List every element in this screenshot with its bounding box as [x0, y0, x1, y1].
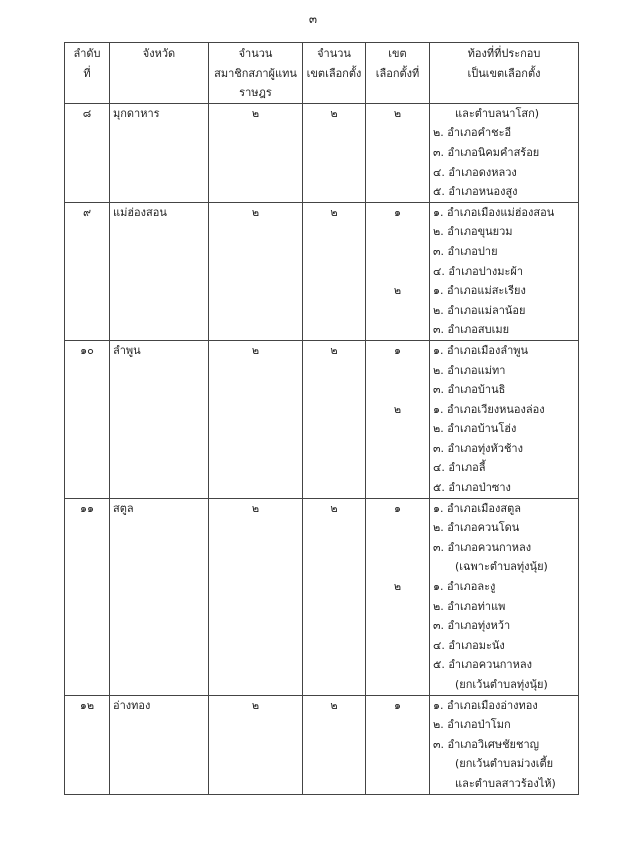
district-line: ๒. อำเภอท่าแพ	[433, 599, 506, 613]
table-row	[65, 103, 579, 202]
district-line: ๕. อำเภอควนกาหลง	[433, 658, 532, 672]
district-line: ๑. อำเภอเมืองอ่างทอง	[433, 698, 538, 712]
district-line: ๔. อำเภอลี้	[433, 461, 486, 475]
district-list	[430, 695, 579, 794]
district-line: ๓. อำเภอนิคมคำสร้อย	[433, 145, 540, 159]
province-name	[110, 103, 209, 202]
member-count	[209, 103, 303, 202]
member-count	[209, 498, 303, 695]
table-row	[65, 340, 579, 498]
district-line: ๔. อำเภอปางมะผ้า	[433, 264, 524, 278]
header-line: ลำดับ	[73, 47, 101, 60]
row-number-text: ๘	[82, 106, 92, 120]
district-list	[430, 340, 579, 498]
table-row	[65, 202, 579, 340]
province-name	[110, 202, 209, 340]
member-count-text: ๒	[251, 501, 260, 515]
zone-spacer	[369, 518, 426, 538]
constituency-count	[303, 695, 366, 794]
district-line: ๓. อำเภอปาย	[433, 244, 498, 258]
zone-spacer	[369, 222, 426, 242]
district-line: ๑. อำเภอแม่สะเรียง	[433, 284, 526, 298]
province-name-text: ลำพูน	[113, 343, 141, 357]
district-line: ๒. อำเภอแม่ลาน้อย	[433, 303, 526, 317]
zone-spacer	[369, 538, 426, 558]
row-number	[65, 498, 110, 695]
zone-spacer	[369, 242, 426, 262]
zone-number: ๑	[394, 343, 401, 357]
district-line: ๓. อำเภอวิเศษชัยชาญ	[433, 737, 540, 751]
constituency-count-text: ๒	[330, 343, 338, 357]
zone-spacer	[369, 262, 426, 282]
district-line: ๒. อำเภอป่าโมก	[433, 718, 511, 732]
member-count-text: ๒	[251, 205, 260, 219]
zone-spacer	[369, 380, 426, 400]
zone-number: ๒	[393, 402, 402, 416]
member-count	[209, 202, 303, 340]
constituency-count-text: ๒	[330, 106, 338, 120]
header-line: จำนวน	[238, 47, 273, 60]
zone-cell	[366, 340, 430, 498]
constituency-count-text: ๒	[330, 698, 338, 712]
header-line: จังหวัด	[142, 47, 176, 60]
district-line: และตำบลนาโสก)	[455, 106, 540, 120]
header-line: เขต	[388, 47, 407, 60]
constituency-count	[303, 103, 366, 202]
member-count-text: ๒	[251, 343, 260, 357]
district-line: ๒. อำเภอควนโดน	[433, 521, 520, 535]
province-name-text: อ่างทอง	[113, 698, 151, 712]
row-number	[65, 695, 110, 794]
district-line: ๑. อำเภอเมืองสตูล	[433, 501, 521, 515]
district-line: ๑. อำเภอเวียงหนองล่อง	[433, 402, 545, 416]
district-list	[430, 202, 579, 340]
member-count	[209, 340, 303, 498]
header-members	[209, 43, 303, 104]
table-row	[65, 498, 579, 695]
table-body	[65, 103, 579, 794]
district-line: ๕. อำเภอหนองสูง	[433, 185, 518, 199]
district-line: ๓. อำเภอทุ่งหัวช้าง	[433, 441, 523, 455]
header-line: ท้องที่ที่ประกอบ	[467, 47, 541, 60]
header-seq	[65, 43, 110, 104]
header-line: สมาชิกสภาผู้แทน	[214, 66, 297, 80]
zone-spacer	[369, 361, 426, 381]
district-line: (ยกเว้นตำบลทุ่งนุ้ย)	[455, 678, 548, 691]
constituency-count	[303, 498, 366, 695]
zone-number: ๒	[393, 284, 402, 298]
district-line: ๑. อำเภอเมืองแม่ฮ่องสอน	[433, 205, 555, 219]
header-line: เขตเลือกตั้ง	[306, 66, 362, 80]
zone-cell	[366, 103, 430, 202]
constituency-count	[303, 202, 366, 340]
constituency-count-text: ๒	[330, 205, 338, 219]
district-line: และตำบลสาวร้องไห้)	[455, 776, 556, 790]
district-line: ๕. อำเภอป่าซาง	[433, 481, 511, 495]
header-line: ที่	[83, 66, 91, 80]
district-line: ๓. อำเภอทุ่งหว้า	[433, 619, 511, 633]
district-line: ๒. อำเภอขุนยวม	[433, 225, 513, 239]
district-line: ๑. อำเภอละงู	[433, 580, 496, 594]
row-number	[65, 103, 110, 202]
province-name	[110, 498, 209, 695]
member-count-text: ๒	[251, 698, 260, 712]
province-name-text: สตูล	[113, 501, 134, 515]
constituency-count	[303, 340, 366, 498]
row-number-text: ๑๒	[79, 698, 95, 712]
district-list	[430, 103, 579, 202]
district-line: (เฉพาะตำบลทุ่งนุ้ย)	[455, 560, 548, 574]
district-list	[430, 498, 579, 695]
zone-cell	[366, 498, 430, 695]
district-line: ๓. อำเภอบ้านธิ	[433, 383, 506, 397]
page-number: ๓	[308, 12, 318, 26]
district-line: (ยกเว้นตำบลม่วงเตี้ย	[455, 757, 554, 771]
zone-cell	[366, 695, 430, 794]
header-province	[110, 43, 209, 104]
district-line: ๔. อำเภอมะนัง	[433, 638, 505, 652]
province-name-text: มุกดาหาร	[113, 106, 160, 120]
district-line: ๒. อำเภอคำชะอี	[433, 126, 512, 140]
province-name	[110, 695, 209, 794]
header-line: จำนวน	[317, 47, 351, 60]
header-areas	[430, 43, 579, 104]
zone-number: ๑	[394, 698, 401, 712]
district-line: ๑. อำเภอเมืองลำพูน	[433, 343, 529, 357]
district-line: ๔. อำเภอดงหลวง	[433, 165, 517, 179]
row-number	[65, 202, 110, 340]
district-line: ๒. อำเภอแม่ทา	[433, 363, 506, 377]
row-number	[65, 340, 110, 498]
zone-cell	[366, 202, 430, 340]
zone-spacer	[369, 557, 426, 577]
row-number-text: ๑๐	[80, 343, 94, 357]
header-line: เป็นเขตเลือกตั้ง	[467, 66, 541, 80]
district-line: ๓. อำเภอสบเมย	[433, 323, 510, 337]
province-name	[110, 340, 209, 498]
member-count	[209, 695, 303, 794]
header-line: เลือกตั้งที่	[375, 66, 420, 80]
header-zone	[366, 43, 430, 104]
row-number-text: ๙	[82, 205, 92, 219]
table-row	[65, 695, 579, 794]
row-number-text: ๑๑	[80, 501, 94, 515]
district-line: ๓. อำเภอควนกาหลง	[433, 540, 532, 554]
zone-number: ๒	[393, 580, 402, 594]
header-constituencies	[303, 43, 366, 104]
zone-number: ๑	[394, 501, 401, 515]
province-name-text: แม่ฮ่องสอน	[113, 205, 167, 219]
table-header-row	[65, 43, 579, 104]
constituency-table	[64, 42, 579, 795]
member-count-text: ๒	[251, 106, 260, 120]
zone-number: ๑	[394, 205, 401, 219]
district-line: ๒. อำเภอบ้านโฮ่ง	[433, 422, 517, 436]
header-line: ราษฎร	[239, 86, 272, 100]
constituency-count-text: ๒	[330, 501, 338, 515]
zone-number: ๒	[393, 106, 402, 120]
